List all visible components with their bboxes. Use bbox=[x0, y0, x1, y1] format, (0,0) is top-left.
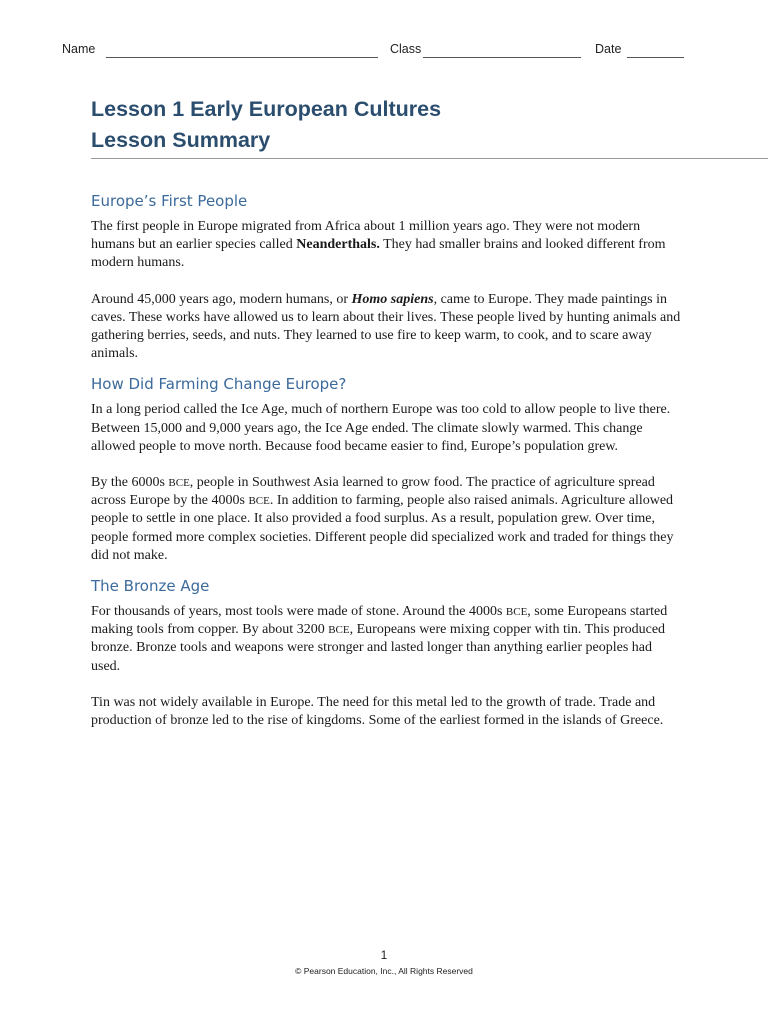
paragraph: Tin was not widely available in Europe. The need for this metal led to the growth of trade. Trade and production of bronze led to the rise of kingdoms. Some of the earliest formed in the islands of Greece. bbox=[91, 694, 664, 729]
paragraph: Around 45,000 years ago, modern humans, or Homo sapiens, came to Europe. They made paintings in caves. These works have allowed us to learn about their lives. These people lived by hunting animals and gathering berries, seeds, and nuts. They learned to use fire to keep warm, to cook, and to scare away animals. bbox=[91, 291, 681, 362]
paragraph: The first people in Europe migrated from Africa about 1 million years ago. They were not modern humans but an earlier species called Neanderthals. They had smaller brains and looked different from modern humans. bbox=[91, 219, 666, 271]
paragraph: By the 6000s BCE, people in Southwest Asia learned to grow food. The practice of agriculture spread across Europe by the 4000s BCE. In addition to farming, people also raised animals. Agriculture allowed people to settle in one place. It also provided a food surplus. As a result, population grew. Over time, people formed more complex societies. Different people did specialized work and traded for things they did not make. bbox=[91, 475, 674, 563]
page-number: 1 bbox=[380, 948, 388, 962]
class-line bbox=[423, 57, 581, 58]
lesson-title bbox=[91, 94, 731, 156]
copyright-notice: © Pearson Education, Inc., All Rights Reserved bbox=[295, 966, 473, 976]
class-label: Class bbox=[390, 42, 422, 56]
name-line bbox=[106, 57, 378, 58]
term-homo-sapiens: Homo sapiens bbox=[351, 291, 434, 307]
paragraph: For thousands of years, most tools were made of stone. Around the 4000s BCE, some Europeans started making tools from copper. By about 3200 BCE, Europeans were mixing copper with tin. This produced bronze. Bronze tools and weapons were stronger and lasted longer than anything earlier peoples had used. bbox=[91, 604, 668, 674]
title-divider bbox=[91, 158, 768, 159]
section-heading-bronze-age: The Bronze Age bbox=[91, 577, 210, 596]
paragraph: In a long period called the Ice Age, much of northern Europe was too cold to allow people to live there. Between 15,000 and 9,000 years ago, the Ice Age ended. The climate slowly warmed. This change allowed people to move north. Because food became easier to find, Europe’s population grew. bbox=[91, 402, 671, 454]
lesson-content bbox=[91, 188, 681, 730]
term-neanderthals: Neanderthals. bbox=[296, 237, 380, 253]
worksheet-header bbox=[62, 42, 702, 60]
date-label: Date bbox=[595, 42, 622, 56]
lesson-title-line1: Lesson 1 Early European Cultures bbox=[91, 97, 442, 121]
section-heading-farming: How Did Farming Change Europe? bbox=[91, 375, 347, 394]
date-line bbox=[627, 57, 684, 58]
name-label: Name bbox=[62, 42, 96, 56]
section-heading-first-people: Europe’s First People bbox=[91, 192, 248, 210]
lesson-title-line2: Lesson Summary bbox=[91, 128, 271, 152]
